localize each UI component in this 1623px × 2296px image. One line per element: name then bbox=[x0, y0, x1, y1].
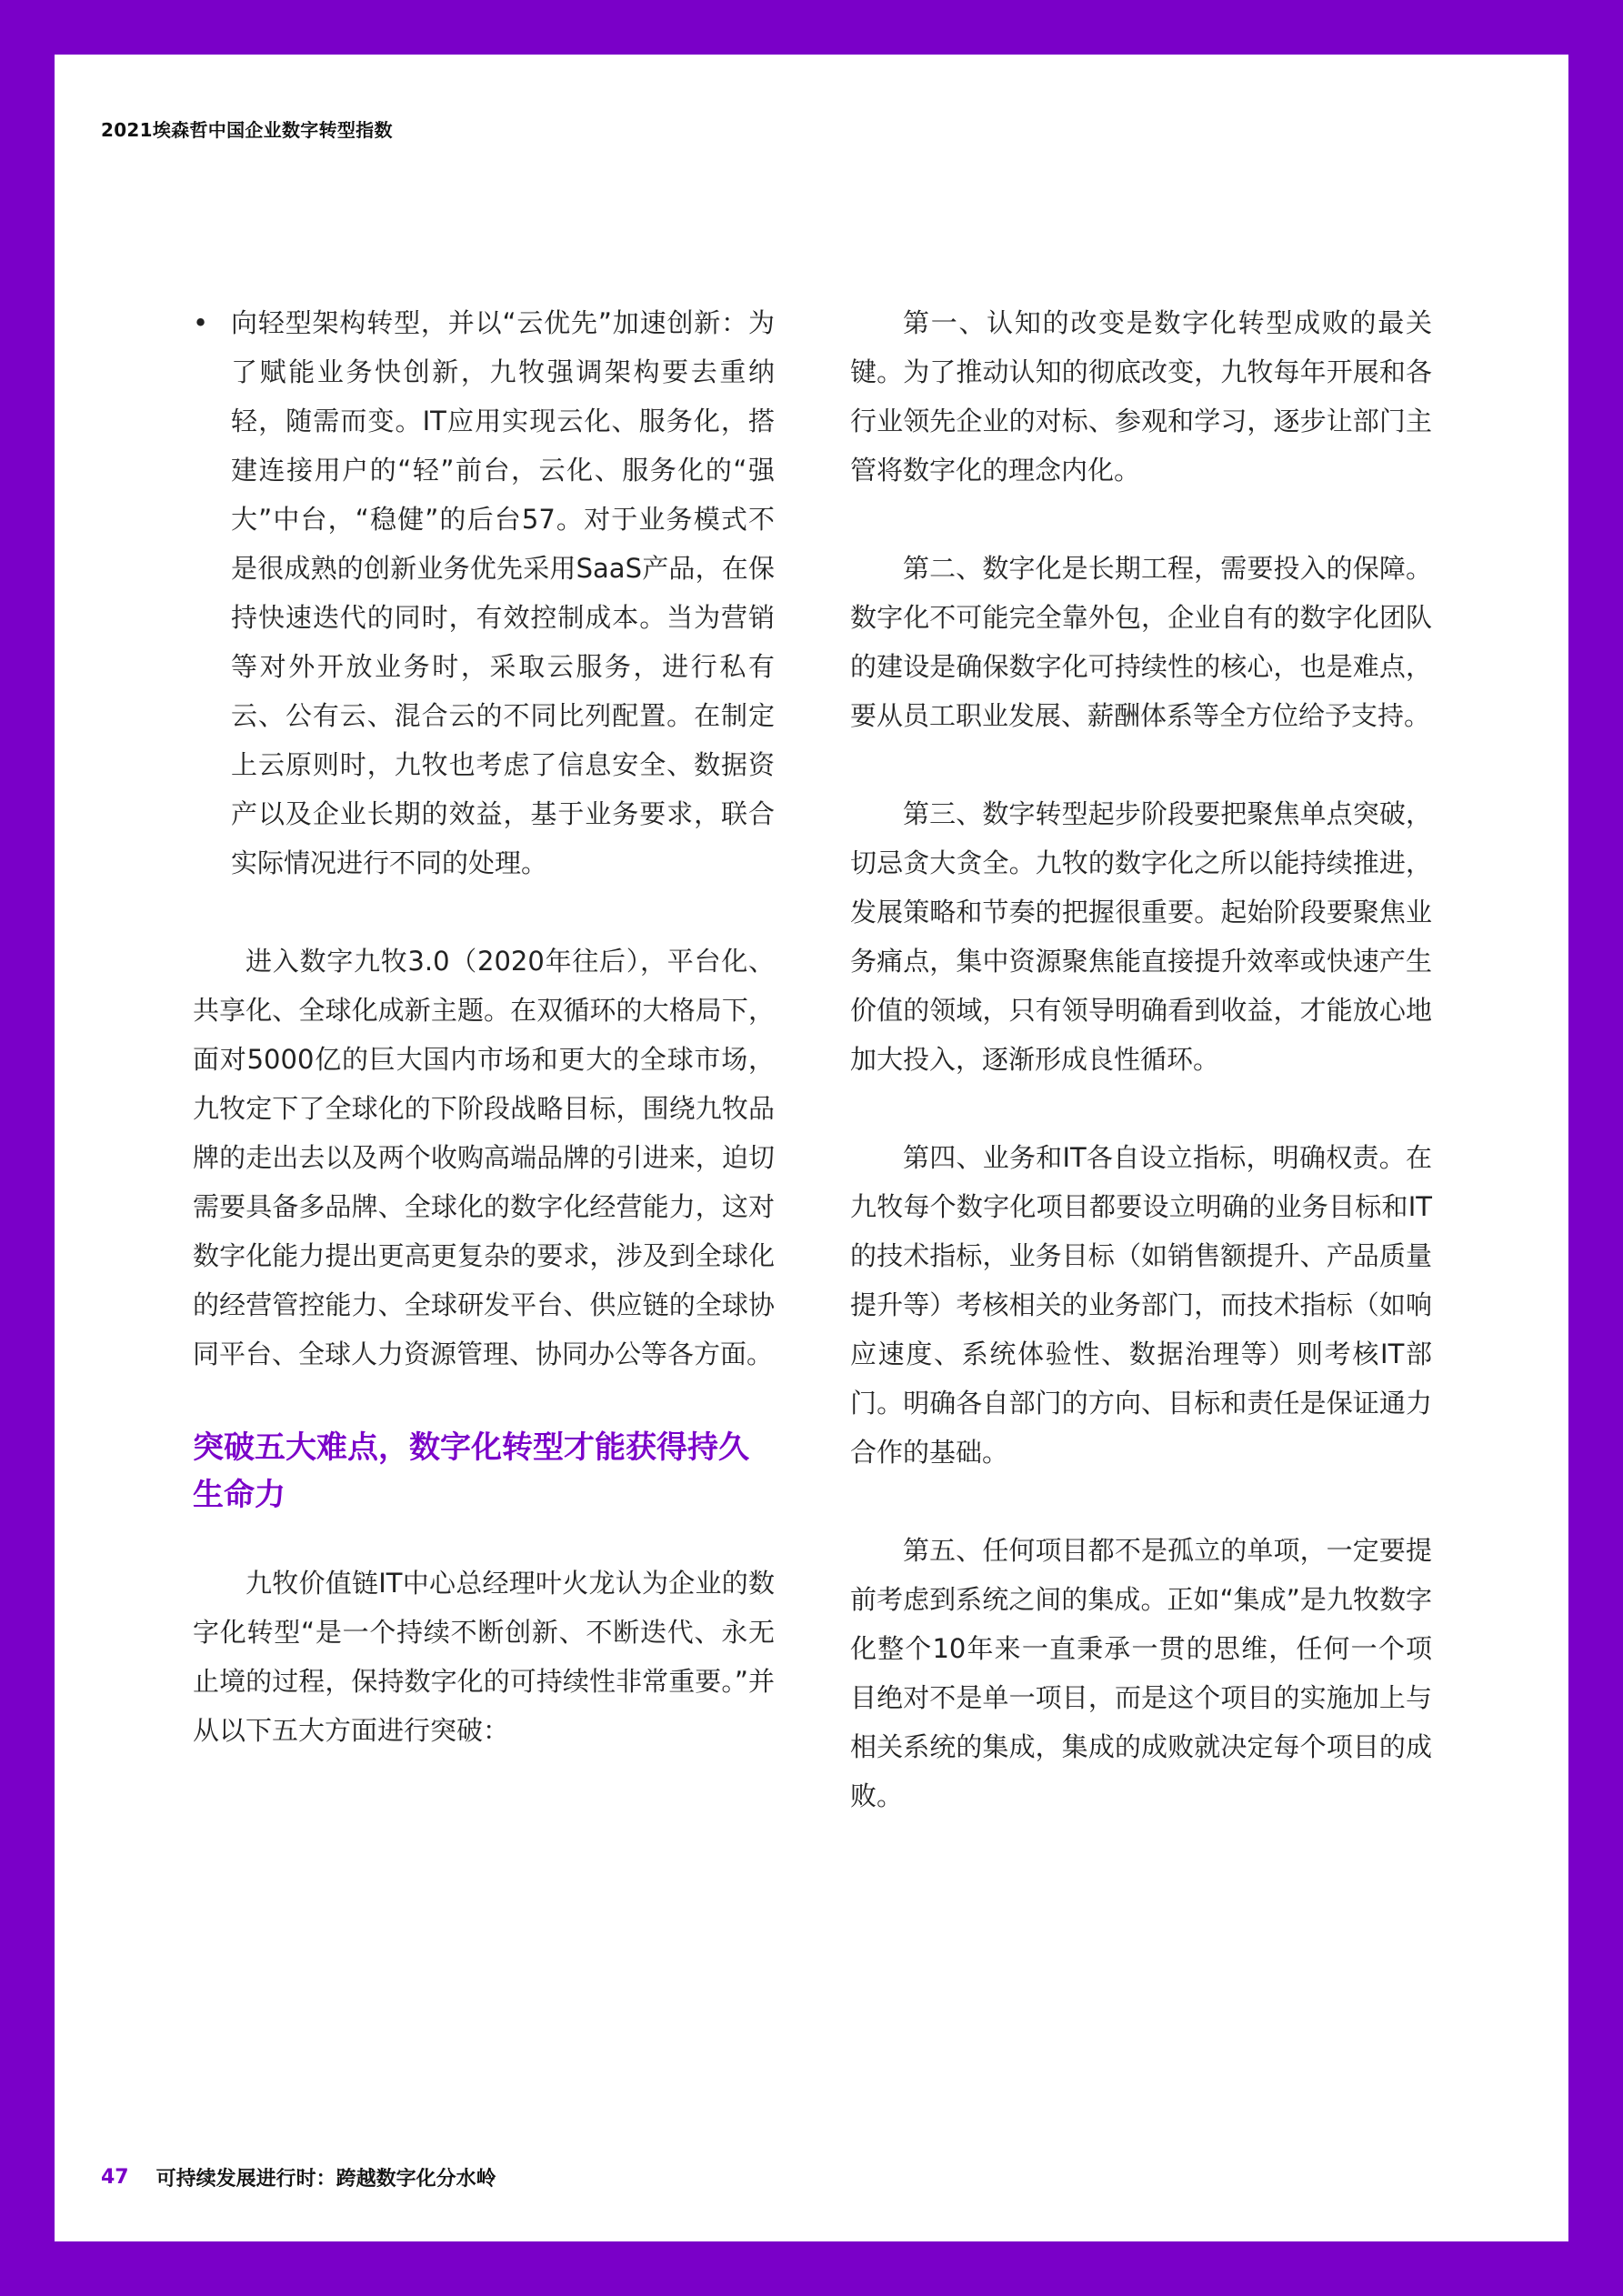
paragraph: 进入数字九牧3.0（2020年往后），平台化、共享化、全球化成新主题。在双循环的大格局下，面对5000亿的巨大国内市场和更大的全球市场，九牧定下了全球化的下阶段战略目标，围绕九牧品牌的走出去以及两个收购高端品牌的引进来，迫切需要具备多品牌、全球化的数字化经营能力，这对数字化能力提出更高更复杂的要求，涉及到全球化的经营管控能力、全球研发平台、供应链的全球协同平台、全球人力资源管理、协同办公等各方面。 bbox=[193, 946, 775, 1369]
paragraph: 第五、任何项目都不是孤立的单项，一定要提前考虑到系统之间的集成。正如“集成”是九牧数字化整个10年来一直秉承一贯的思维，任何一个项目绝对不是单一项目，而是这个项目的实施加上与相关系统的集成，集成的成败就决定每个项目的成败。 bbox=[850, 1535, 1432, 1811]
bullet-marker: • bbox=[193, 307, 209, 338]
paragraph: 九牧价值链IT中心总经理叶火龙认为企业的数字化转型“是一个持续不断创新、不断迭代、永无止境的过程，保持数字化的可持续性非常重要。”并从以下五大方面进行突破： bbox=[193, 1568, 775, 1746]
page-number: 47 bbox=[101, 2166, 129, 2189]
page-footer bbox=[101, 2163, 496, 2191]
paragraph: 第三、数字转型起步阶段要把聚焦单点突破，切忌贪大贪全。九牧的数字化之所以能持续推进，发展策略和节奏的把握很重要。起始阶段要聚焦业务痛点，集中资源聚焦能直接提升效率或快速产生价值的领域，只有领导明确看到收益，才能放心地加大投入，逐渐形成良性循环。 bbox=[850, 798, 1432, 1075]
paragraph: 第四、业务和IT各自设立指标，明确权责。在九牧每个数字化项目都要设立明确的业务目标和IT的技术指标，业务目标（如销售额提升、产品质量提升等）考核相关的业务部门，而技术指标（如响应速度、系统体验性、数据治理等）则考核IT部门。明确各自部门的方向、目标和责任是保证通力合作的基础。 bbox=[850, 1142, 1432, 1468]
right-column bbox=[850, 298, 1432, 1870]
document-page bbox=[55, 55, 1568, 2241]
paragraph: 第一、认知的改变是数字化转型成败的最关键。为了推动认知的彻底改变，九牧每年开展和各行业领先企业的对标、参观和学习，逐步让部门主管将数字化的理念内化。 bbox=[850, 307, 1432, 486]
footer-title: 可持续发展进行时：跨越数字化分水岭 bbox=[155, 2168, 496, 2191]
section-heading: 突破五大难点，数字化转型才能获得持久生命力 bbox=[193, 1429, 749, 1513]
bullet-item bbox=[193, 298, 775, 887]
left-column bbox=[193, 298, 775, 1804]
running-header: 2021埃森哲中国企业数字转型指数 bbox=[101, 119, 393, 141]
bullet-text: 向轻型架构转型，并以“云优先”加速创新：为了赋能业务快创新，九牧强调架构要去重纳轻，随需而变。IT应用实现云化、服务化，搭建连接用户的“轻”前台，云化、服务化的“强大”中台，“稳健”的后台57。对于业务模式不是很成熟的创新业务优先采用SaaS产品，在保持快速迭代的同时，有效控制成本。当为营销等对外开放业务时，采取云服务，进行私有云、公有云、混合云的不同比列配置。在制定上云原则时，九牧也考虑了信息安全、数据资产以及企业长期的效益，基于业务要求，联合实际情况进行不同的处理。 bbox=[231, 307, 775, 878]
paragraph: 第二、数字化是长期工程，需要投入的保障。数字化不可能完全靠外包，企业自有的数字化团队的建设是确保数字化可持续性的核心，也是难点，要从员工职业发展、薪酬体系等全方位给予支持。 bbox=[850, 553, 1432, 731]
